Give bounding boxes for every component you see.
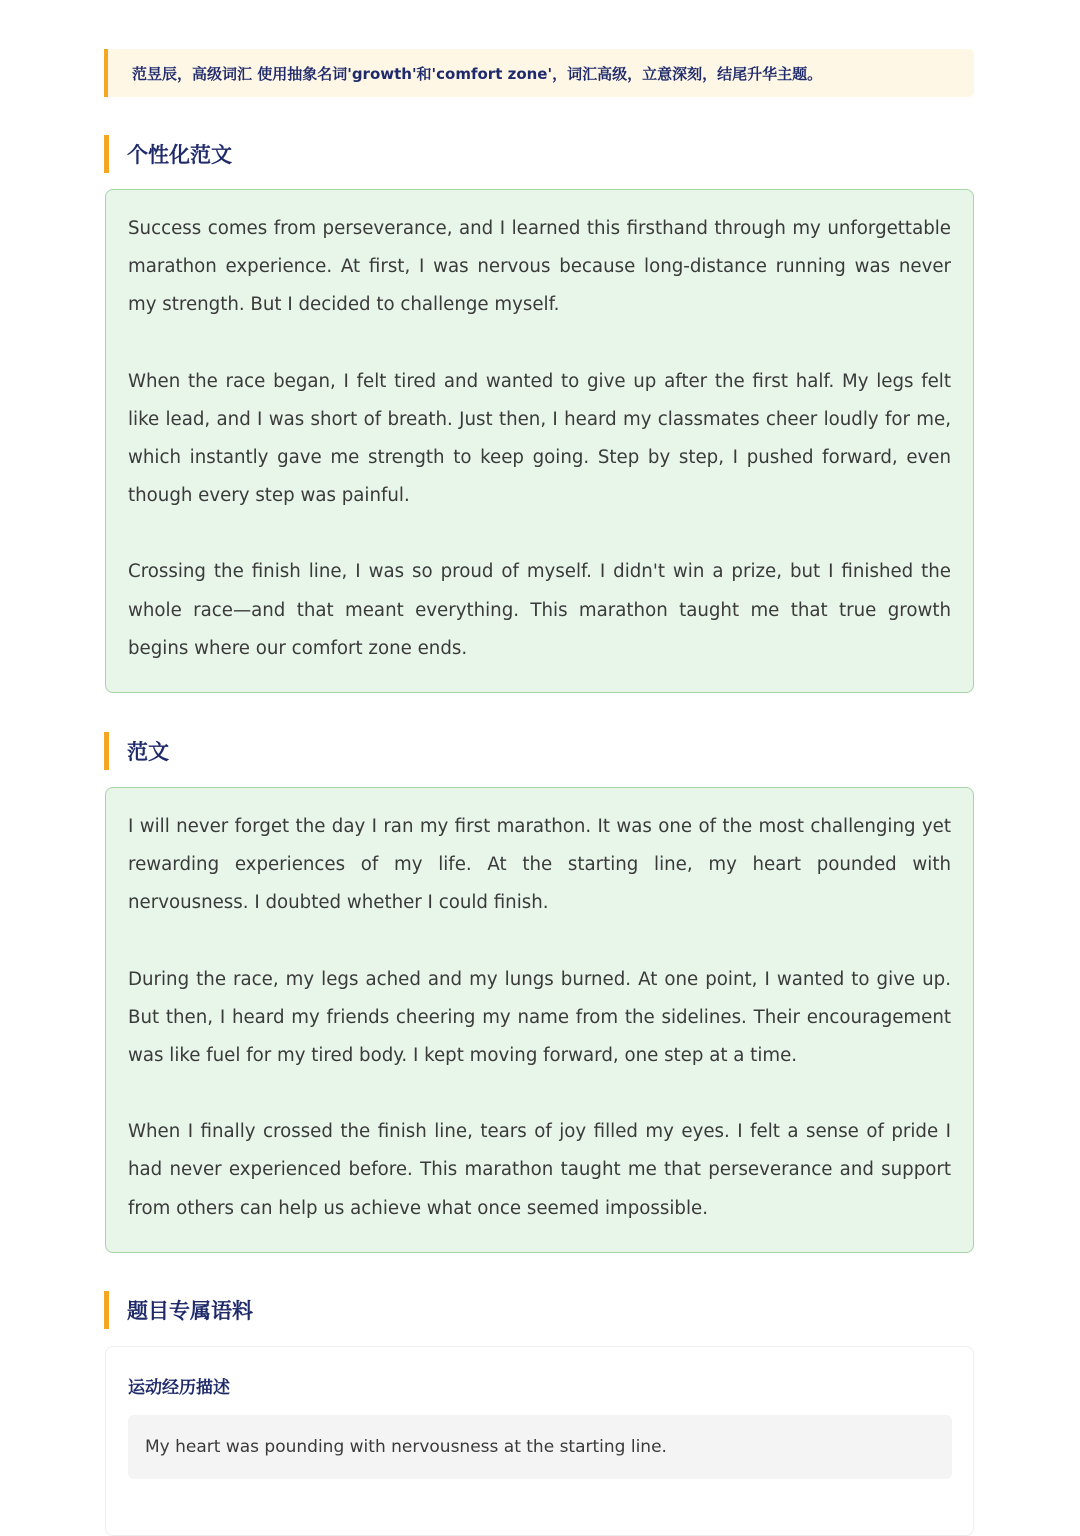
corpus-subtitle: 运动经历描述 [128, 1378, 230, 1398]
model-essay-box [105, 787, 974, 1253]
teacher-comment-note [104, 49, 974, 97]
corpus-card [105, 1346, 974, 1536]
essay-paragraph: I will never forget the day I ran my first marathon. It was one of the most challenging yet rewarding experiences of my life. At the starting line, my heart pounded with nervousness. I doubted whether I could finish. [128, 816, 951, 914]
section-title-model: 范文 [104, 732, 169, 770]
essay-paragraph: When the race began, I felt tired and wanted to give up after the first half. My legs felt like lead, and I was short of breath. Just then, I heard my classmates cheer loudly for me, which instantly gave me strength to keep going. Step by step, I pushed forward, even though every step was painful. [128, 370, 951, 507]
teacher-comment-text: 范昱辰，高级词汇 使用抽象名词'growth'和'comfort zone'，词汇高级，立意深刻，结尾升华主题。 [132, 64, 823, 83]
corpus-sentence: My heart was pounding with nervousness at the starting line. [128, 1415, 952, 1479]
section-title-personalized: 个性化范文 [104, 135, 232, 173]
personalized-essay-box [105, 189, 974, 693]
section-title-corpus: 题目专属语料 [104, 1291, 253, 1329]
essay-paragraph: Success comes from perseverance, and I learned this firsthand through my unforgettable marathon experience. At first, I was nervous because long-distance running was never my strength. But I decided to challenge myself. [128, 218, 951, 316]
essay-paragraph: During the race, my legs ached and my lungs burned. At one point, I wanted to give up. But then, I heard my friends cheering my name from the sidelines. Their encouragement was like fuel for my tired body. I kept moving forward, one step at a time. [128, 968, 951, 1067]
essay-paragraph: When I finally crossed the finish line, tears of joy filled my eyes. I felt a sense of pride I had never experienced before. This marathon taught me that perseverance and support from others can help us achieve what once seemed impossible. [128, 1121, 951, 1219]
essay-paragraph: Crossing the finish line, I was so proud of myself. I didn't win a prize, but I finished the whole race—and that meant everything. This marathon taught me that true growth begins where our comfort zone ends. [128, 561, 951, 659]
